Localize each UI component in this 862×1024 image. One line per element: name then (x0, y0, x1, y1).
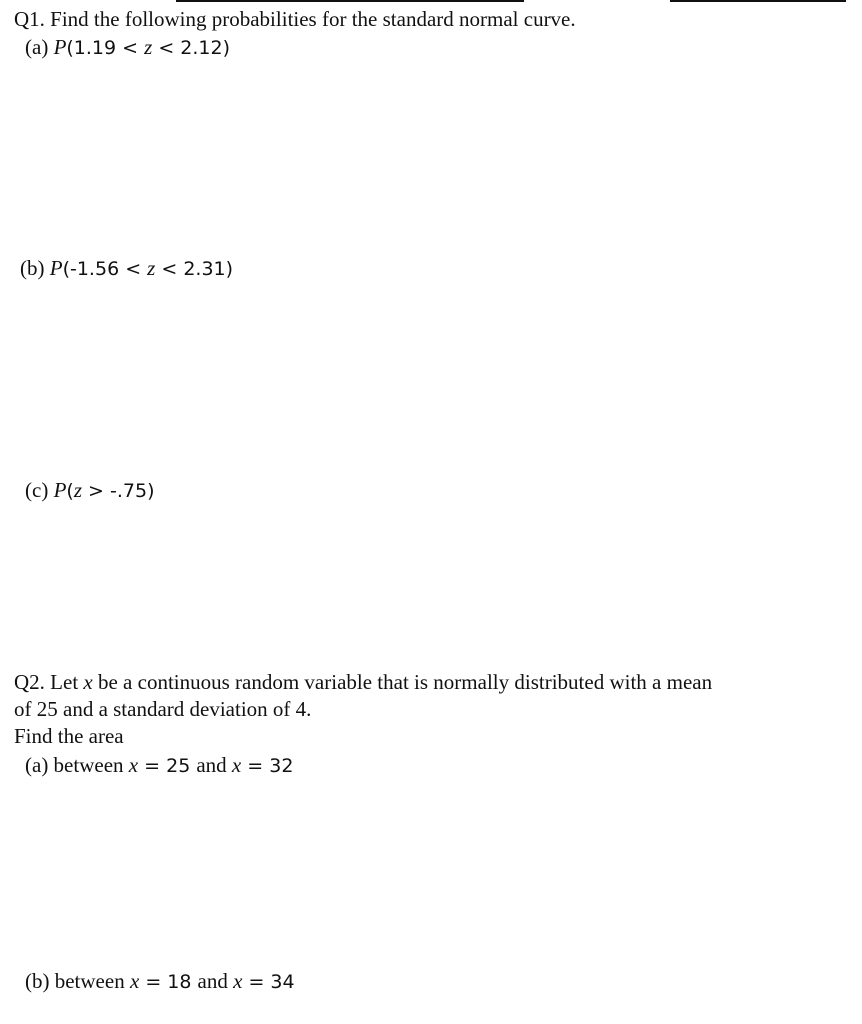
q1-part-b-var: z (147, 256, 156, 280)
q1-part-c-label: (c) (25, 478, 49, 502)
q2-part-b-label: (b) between (25, 969, 130, 993)
q2-part-b-var1: x (129, 969, 140, 993)
q2-line-1-post: be a continuous random variable that is normally distributed with a mean (92, 670, 713, 694)
q2-line-3 (14, 723, 124, 750)
q1-part-a-func: P (53, 35, 67, 59)
q1-part-b (20, 255, 233, 283)
q2-part-b-and: and (197, 969, 234, 993)
q2-part-a-eq2: = 32 (241, 755, 294, 777)
q1-part-b-expr-open: (-1.56 < (62, 258, 148, 280)
q1-part-a-label: (a) (25, 35, 49, 59)
q1-part-c-expr-open: ( (66, 480, 74, 502)
q2-line-1-var: x (83, 670, 93, 694)
q1-part-c-var: z (73, 478, 82, 502)
q2-part-a-label: (a) between (25, 753, 129, 777)
q2-part-b-eq1: = 18 (139, 971, 198, 993)
q1-part-a-var: z (144, 35, 153, 59)
q1-part-b-label: (b) (20, 256, 45, 280)
top-rule-left (176, 0, 524, 2)
q1-part-c-func: P (53, 478, 67, 502)
q2-part-b (25, 968, 295, 996)
q2-line-3-text: Find the area (14, 724, 124, 748)
q1-part-a (25, 34, 230, 62)
q2-line-2 (14, 696, 311, 723)
q1-heading (14, 6, 576, 33)
q1-heading-text: Q1. Find the following probabilities for the standard normal curve. (14, 7, 576, 31)
q1-part-a-expr-close: < 2.12) (152, 37, 231, 59)
q2-line-1 (14, 669, 712, 696)
q1-part-c-expr-close: > -.75) (82, 480, 155, 502)
q2-part-a-var1: x (128, 753, 139, 777)
q2-line-2-text: of 25 and a standard deviation of 4. (14, 697, 312, 721)
q1-part-b-func: P (49, 256, 63, 280)
q2-part-a-and: and (196, 753, 232, 777)
q2-part-a-eq1: = 25 (138, 755, 197, 777)
q2-part-b-var2: x (233, 969, 243, 993)
q2-line-1-pre: Q2. Let (14, 670, 84, 694)
q1-part-a-expr-open: (1.19 < (66, 37, 145, 59)
q1-part-b-expr-close: < 2.31) (155, 258, 234, 280)
q2-part-a (25, 752, 293, 780)
q2-part-a-var2: x (231, 753, 242, 777)
top-rule-right (670, 0, 846, 2)
q1-part-c (25, 477, 154, 505)
q2-part-b-eq2: = 34 (242, 971, 295, 993)
